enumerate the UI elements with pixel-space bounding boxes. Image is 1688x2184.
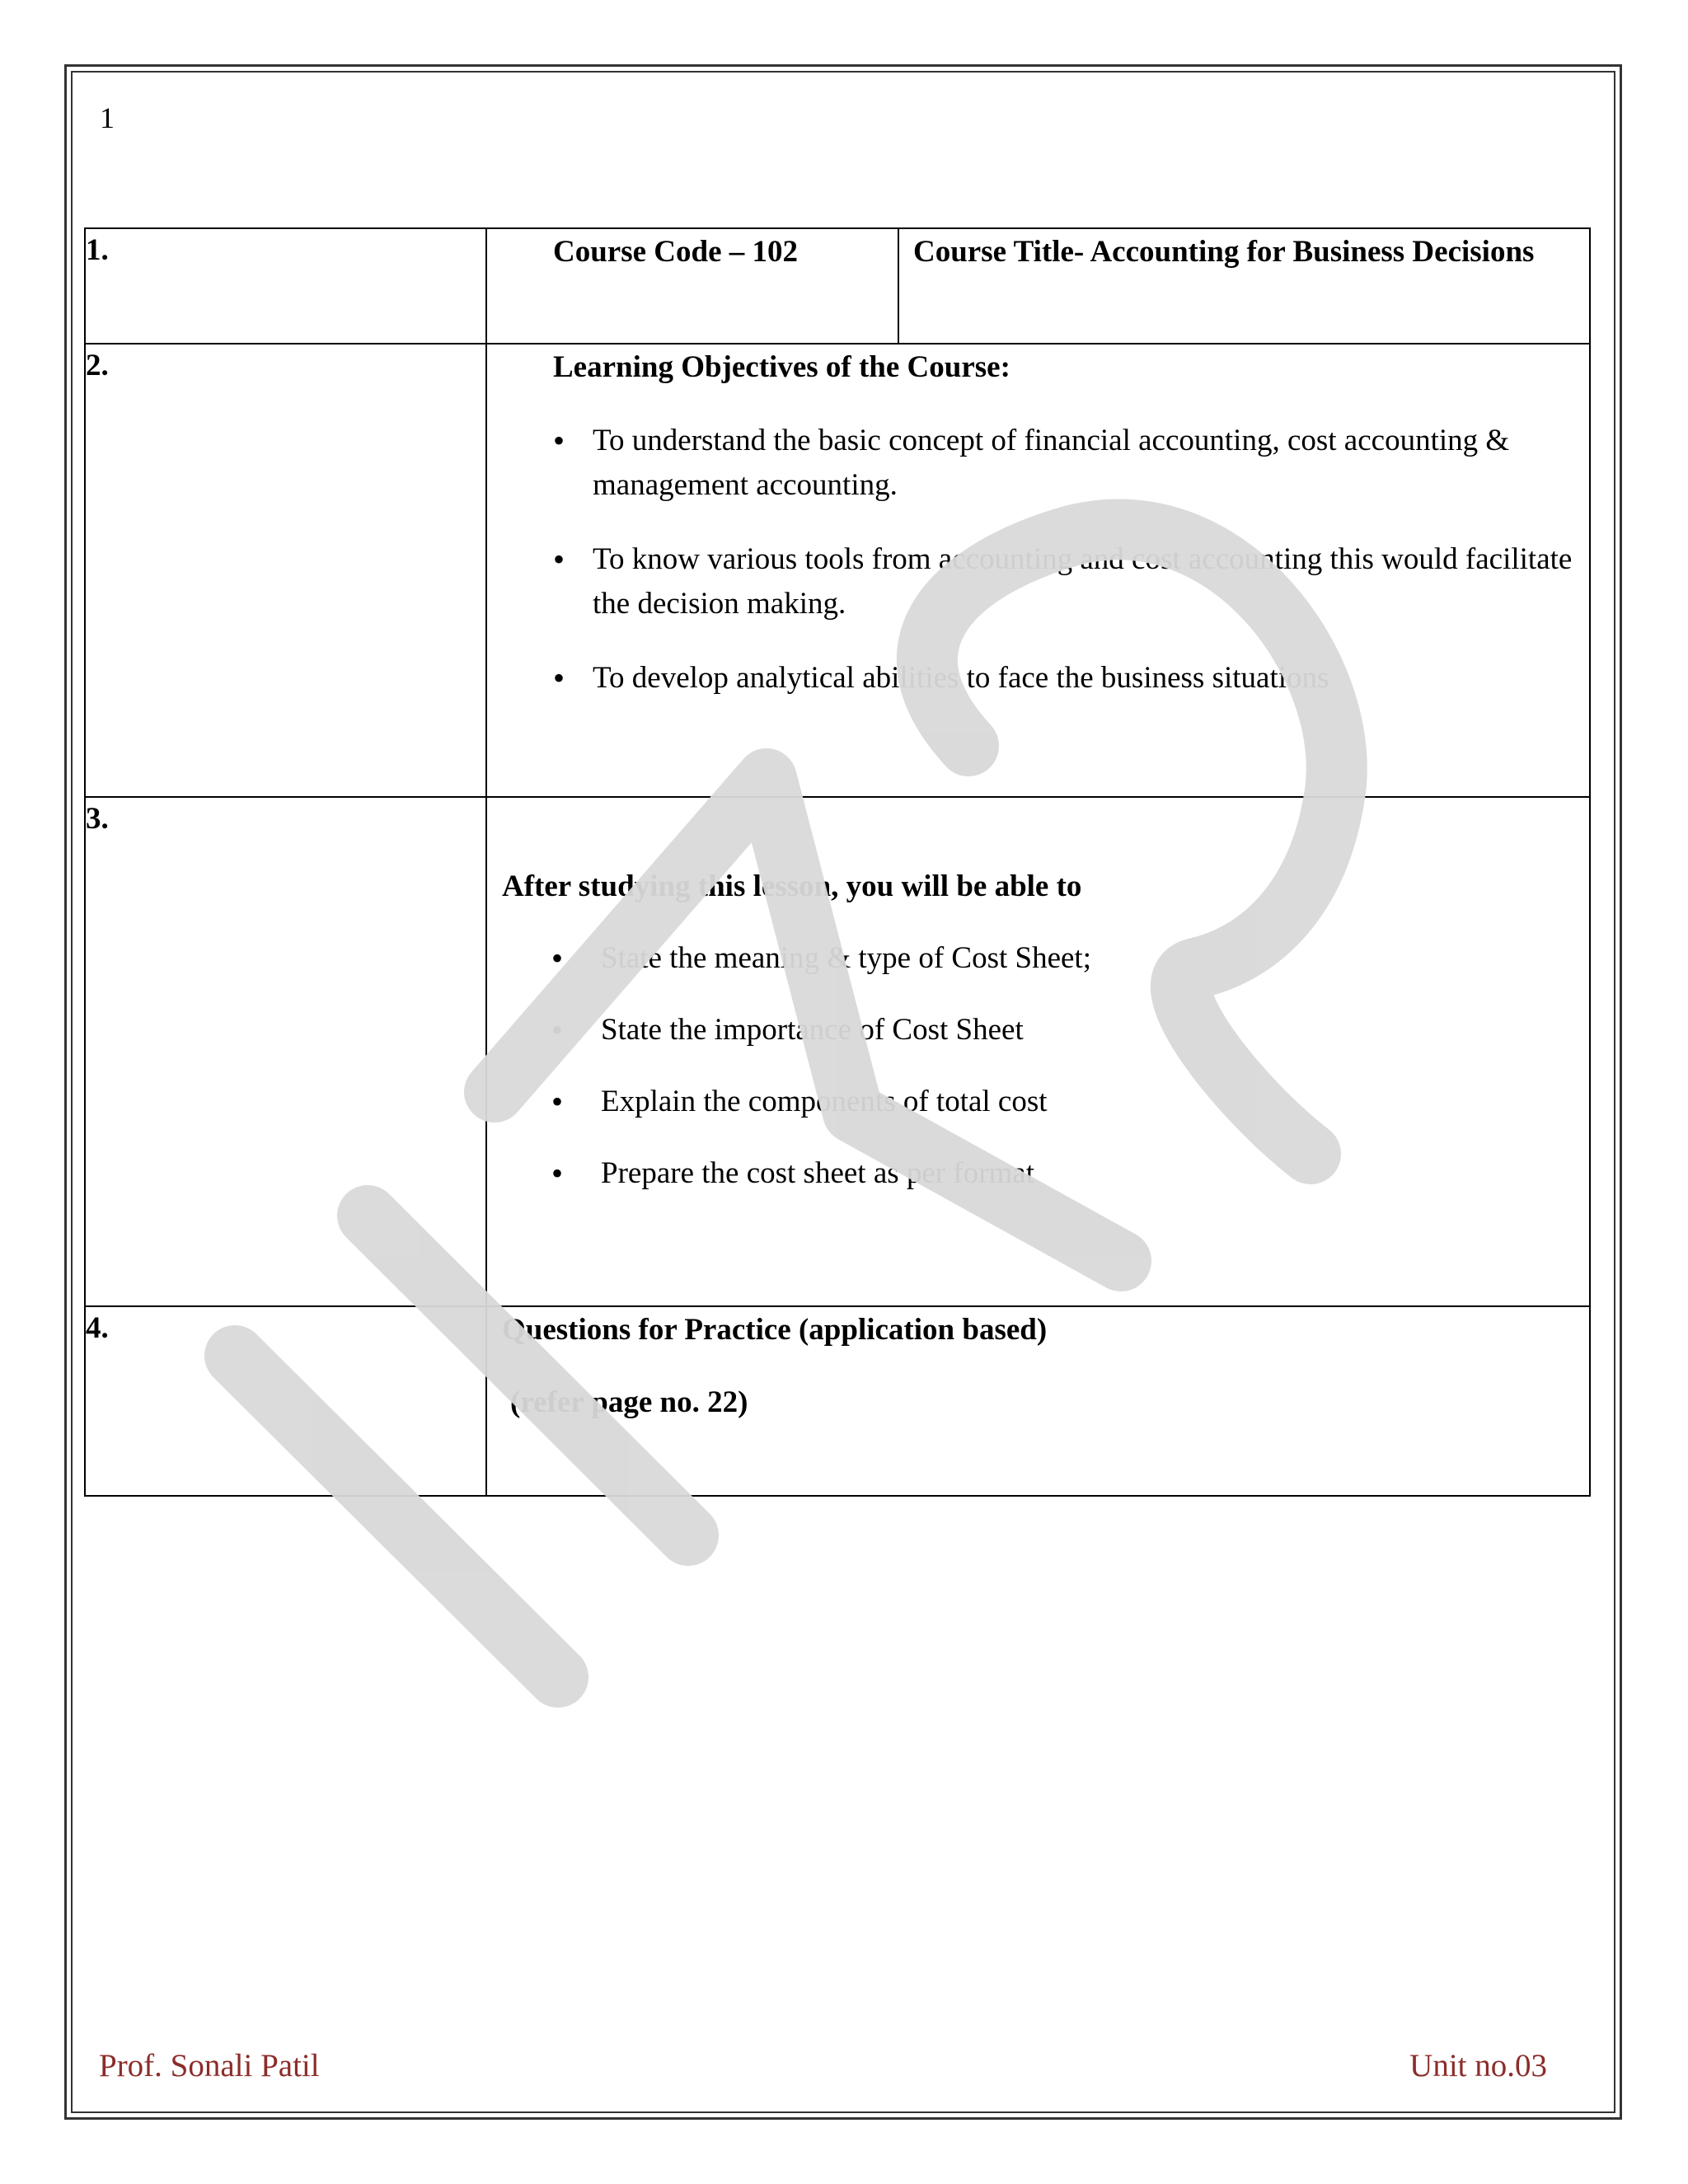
table-row: [85, 797, 1590, 1306]
learning-outcomes-heading: After studying this lesson, you will be able to: [502, 869, 1082, 903]
row-number: 1.: [85, 228, 486, 344]
footer-author: Prof. Sonali Patil: [99, 2048, 320, 2083]
row-number: 4.: [85, 1306, 486, 1496]
list-item: • To develop analytical abilities to face the business situations: [553, 656, 1589, 701]
table-row: [85, 344, 1590, 797]
list-item: • Prepare the cost sheet as per format: [502, 1152, 1589, 1195]
list-item: • To know various tools from accounting and cost accounting this would facilitate the decision making.: [553, 537, 1589, 626]
practice-page-reference: (refer page no. 22): [510, 1385, 748, 1419]
course-title: Course Title- Accounting for Business Decisions: [898, 228, 1590, 344]
course-outline-table: [84, 227, 1591, 1497]
list-item: • State the meaning & type of Cost Sheet;: [502, 937, 1589, 980]
practice-questions-heading: Questions for Practice (application based): [502, 1313, 1048, 1347]
footer-unit: Unit no.03: [1409, 2048, 1547, 2083]
list-item: • Explain the components of total cost: [502, 1080, 1589, 1123]
table-row: [85, 228, 1590, 344]
practice-questions-cell: [486, 1306, 1590, 1496]
course-code: Course Code – 102: [486, 228, 898, 344]
table-row: [85, 1306, 1590, 1496]
list-item: • State the importance of Cost Sheet: [502, 1009, 1589, 1052]
learning-objectives-cell: [486, 344, 1590, 797]
learning-outcomes-cell: [486, 797, 1590, 1306]
learning-objectives-list: [553, 419, 1589, 701]
learning-objectives-heading: Learning Objectives of the Course:: [553, 350, 1010, 384]
row-number: 2.: [85, 344, 486, 797]
learning-outcomes-list: [502, 937, 1589, 1195]
page-number: 1: [100, 101, 115, 134]
row-number: 3.: [85, 797, 486, 1306]
list-item: • To understand the basic concept of financial accounting, cost accounting & management accounting.: [553, 419, 1589, 508]
